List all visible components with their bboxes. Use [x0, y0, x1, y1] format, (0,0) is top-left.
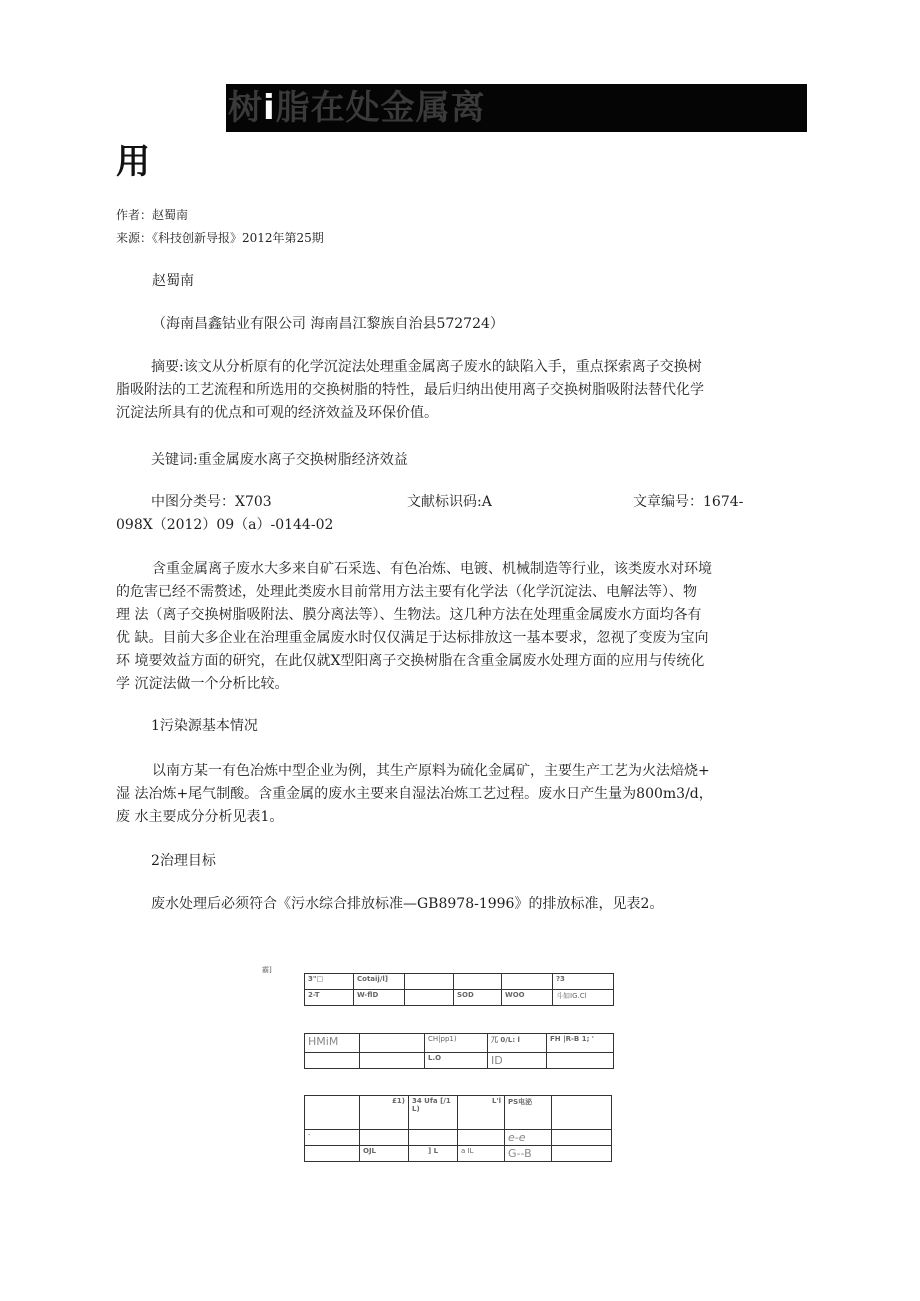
- table-cell: [552, 1096, 612, 1130]
- author-line: 作者：赵蜀南: [116, 208, 189, 222]
- table-cell: a IL: [458, 1146, 505, 1162]
- table-row: [305, 990, 614, 1006]
- table-cell: [458, 1130, 505, 1146]
- table-row: [305, 1034, 614, 1053]
- intro-line: 优 缺。目前大多企业在治理重金属废水时仅仅满足于达标排放这一基本要求，忽视了变废为宝向: [116, 630, 709, 646]
- table-3: [304, 1095, 612, 1162]
- abstract-line: 沉淀法所具有的优点和可观的经济效益及环保价值。: [116, 405, 438, 421]
- table-cell: Cotaij/l]: [354, 974, 405, 990]
- abstract: [116, 356, 806, 425]
- table-cell: SOD: [454, 990, 502, 1006]
- table-cell: [360, 1034, 425, 1053]
- table-cell: FH |R-B 1; ': [547, 1034, 614, 1053]
- page-title-continuation: 用: [116, 142, 150, 182]
- table-cell: [305, 1053, 360, 1069]
- table-cell: [360, 1053, 425, 1069]
- article-number: 文章编号：1674-: [633, 494, 744, 510]
- section1-line: 以南方某一有色冶炼中型企业为例，其生产原料为硫化金属矿，主要生产工艺为火法焙烧+: [152, 763, 710, 779]
- table-row: [305, 1130, 612, 1146]
- table-cell: [454, 974, 502, 990]
- section2-text: 废水处理后必须符合《污水综合排放标准—GB8978-1996》的排放标准，见表2。: [151, 896, 664, 912]
- table-caption: 霸]: [262, 966, 272, 974]
- table-row: [305, 1053, 614, 1069]
- table-cell: -: [305, 1130, 360, 1146]
- table-row: [305, 974, 614, 990]
- section1-line: 湿 法冶炼+尾气制酸。含重金属的废水主要来自湿法冶炼工艺过程。废水日产生量为800m3/d，: [116, 786, 713, 802]
- intro-paragraph: [116, 558, 806, 696]
- table-cell: 2-T: [305, 990, 354, 1006]
- byline-name: 赵蜀南: [152, 273, 194, 289]
- intro-line: 的危害已经不需赘述，处理此类废水目前常用方法主要有化学法（化学沉淀法、电解法等）、物: [116, 584, 697, 600]
- table-cell: [305, 1096, 360, 1130]
- table-cell: ID: [488, 1053, 547, 1069]
- table-cell: PS电泌: [505, 1096, 552, 1130]
- table-row: [305, 1146, 612, 1162]
- table-cell: 斗如IG.Cl: [553, 990, 614, 1006]
- section1-paragraph: [116, 760, 806, 829]
- table-cell: 34 Ufa [/1 L): [409, 1096, 458, 1130]
- page-title: 树i脂在处金属离: [228, 88, 486, 128]
- article-number-continued: 098X（2012）09（a）-0144-02: [116, 517, 334, 533]
- table-cell: [502, 974, 553, 990]
- intro-line: 理 法（离子交换树脂吸附法、膜分离法等）、生物法。这几种方法在处理重金属废水方面均各有: [116, 607, 702, 623]
- table-cell: [305, 1146, 360, 1162]
- table-cell: [552, 1130, 612, 1146]
- table-cell: WOO: [502, 990, 553, 1006]
- table-cell: G--B: [505, 1146, 552, 1162]
- section1-line: 废 水主要成分分析见表1。: [116, 809, 284, 825]
- section2-heading: 2治理目标: [151, 853, 216, 869]
- table-cell: [547, 1053, 614, 1069]
- abstract-line: 摘要:该文从分析原有的化学沉淀法处理重金属离子废水的缺陷入手，重点探索离子交换树: [151, 359, 702, 375]
- table-cell: [405, 990, 454, 1006]
- table-cell: OJL: [360, 1146, 409, 1162]
- document-code: 文献标识码:A: [407, 494, 492, 510]
- table-cell: L'l: [458, 1096, 505, 1130]
- table-row: [305, 1096, 612, 1130]
- byline-affiliation: （海南昌鑫钴业有限公司 海南昌江黎族自治县572724）: [152, 316, 504, 332]
- table-cell: e-e: [505, 1130, 552, 1146]
- table-cell: 兀 0/L: l: [488, 1034, 547, 1053]
- table-2: [304, 1033, 614, 1069]
- table-cell: L.O: [425, 1053, 488, 1069]
- table-cell: [405, 974, 454, 990]
- table-cell: ] L: [409, 1146, 458, 1162]
- table-cell: 3"□: [305, 974, 354, 990]
- table-cell: W-flD: [354, 990, 405, 1006]
- intro-line: 学 沉淀法做一个分析比较。: [116, 676, 289, 692]
- intro-line: 含重金属离子废水大多来自矿石采选、有色冶炼、电镀、机械制造等行业，该类废水对环境: [152, 561, 712, 577]
- abstract-line: 脂吸附法的工艺流程和所选用的交换树脂的特性，最后归纳出使用离子交换树脂吸附法替代化学: [116, 382, 704, 398]
- table-cell: [360, 1130, 409, 1146]
- table-cell: £1): [360, 1096, 409, 1130]
- intro-line: 环 境要效益方面的研究，在此仅就X型阳离子交换树脂在含重金属废水处理方面的应用与传统化: [116, 653, 705, 669]
- clc-number: 中图分类号：X703: [151, 494, 272, 510]
- source-line: 来源：《科技创新导报》2012年第25期: [116, 231, 324, 245]
- table-cell: ?3: [553, 974, 614, 990]
- table-cell: [409, 1130, 458, 1146]
- table-cell: [552, 1146, 612, 1162]
- table-cell: HMiM: [305, 1034, 360, 1053]
- table-cell: CH|pp1): [425, 1034, 488, 1053]
- table-1: [304, 973, 614, 1006]
- keywords: 关键词:重金属废水离子交换树脂经济效益: [151, 452, 408, 468]
- section1-heading: 1污染源基本情况: [151, 718, 258, 734]
